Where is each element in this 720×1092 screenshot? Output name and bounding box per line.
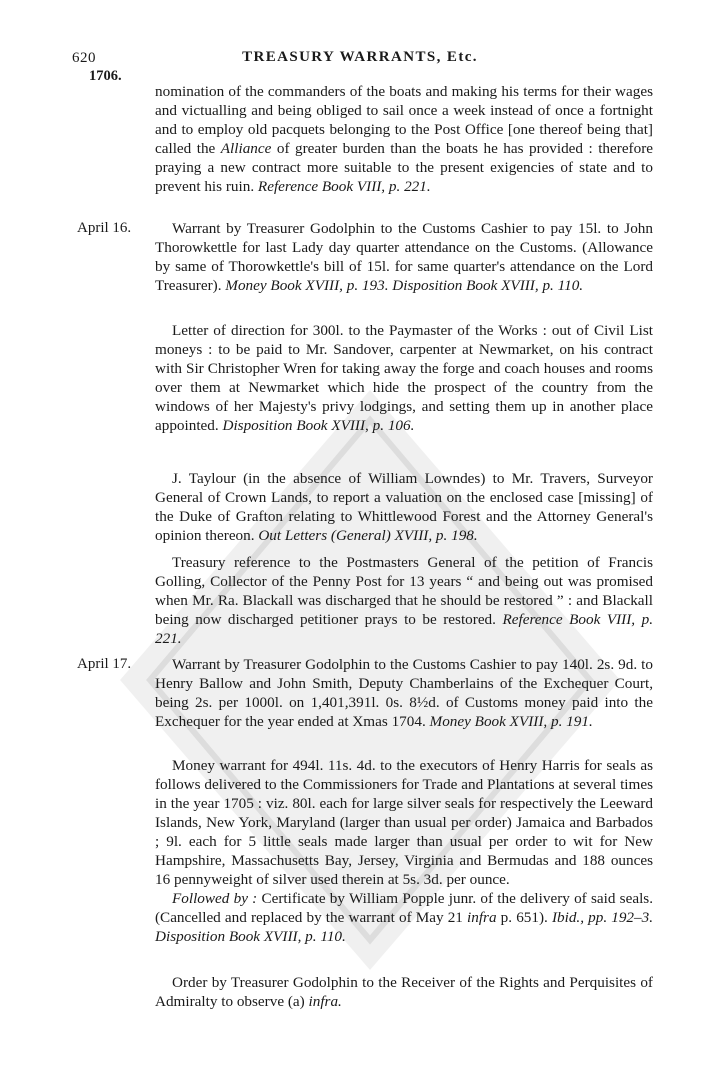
entry-letter-of-direction	[155, 321, 653, 435]
entry-text: nomination of the commanders of the boats and making his terms for their wages and victualling and being obliged to sail once a week instead of once a fortnight and to employ old pacquets belonging to the Post Office [one thereof being that] called the Alliance of greater burden than the boats he has provided : therefore praying a new contract more suitable to the present exigencies of state and to prevent his ruin. Reference Book VIII, p. 221.	[155, 83, 654, 195]
entry-text: Money warrant for 494l. 11s. 4d. to the executors of Henry Harris for seals as follows delivered to the Commissioners for Trade and Plantations at several times in the year 1705 : viz. 80l. each for large silver seals for respectively the Leeward Islands, New York, Maryland (larger than usual per order) Jamaica and Barbados ; 9l. each for 5 little seals made larger than usual per order to wit for New Hampshire, Massachusetts Bay, Jersey, Virginia and Bermudas and 188 ounces 16 pennyweight of silver used therein at 5s. 3d. per ounce.	[155, 757, 653, 888]
date-april-16: April 16.	[77, 220, 132, 236]
entry-text: Letter of direction for 300l. to the Paymaster of the Works : out of Civil List moneys : to be paid to Mr. Sandover, carpenter at Newmarket, on his contract with Sir Christopher Wren for taking away the forge and coach houses and rooms over them at Newmarket which hide the prospect of the country from the windows of her Majesty's privy lodgings, and setting them up in another place appointed. Disposition Book XVIII, p. 106.	[155, 322, 653, 434]
entry-text: Treasury reference to the Postmasters General of the petition of Francis Golling, Collector of the Penny Post for 13 years “ and being out was promised when Mr. Ra. Blackall was discharged that he should be restored ” : and Blackall being now discharged petitioner prays to be restored. Reference Book VIII, p. 221.	[155, 554, 653, 647]
entry-taylour-letter	[155, 469, 653, 545]
entry-text: J. Taylour (in the absence of William Lowndes) to Mr. Travers, Surveyor General of Crown Lands, to report a valuation on the enclosed case [missing] of the Duke of Grafton relating to Whittlewood Forest and the Attorney General's opinion thereon. Out Letters (General) XVIII, p. 198.	[155, 470, 653, 544]
entry-text: Order by Treasurer Godolphin to the Receiver of the Rights and Perquisites of Admiralty to observe (a) infra.	[155, 974, 653, 1010]
entry-seals-warrant	[155, 756, 653, 946]
entry-admiralty-order	[155, 973, 653, 1011]
entry-followup: Followed by : Certificate by William Popple junr. of the delivery of said seals. (Cancelled and replaced by the warrant of May 21 infra p. 651). Ibid., pp. 192–3. Disposition Book XVIII, p. 110.	[155, 890, 654, 945]
entry-customs-warrant	[155, 219, 653, 295]
running-title: TREASURY WARRANTS, Etc.	[242, 49, 478, 65]
entry-treasury-reference	[155, 553, 653, 648]
year-marker: 1706.	[89, 68, 122, 84]
page-number: 620	[72, 50, 96, 66]
entry-continuation	[155, 82, 653, 196]
date-april-17: April 17.	[77, 656, 132, 672]
entry-chamberlains-warrant	[155, 655, 653, 731]
entry-text: Warrant by Treasurer Godolphin to the Customs Cashier to pay 15l. to John Thorowkettle for last Lady day quarter attendance on the Customs. (Allowance by same of Thorowkettle's bill of 15l. for same quarter's attendance on the Lord Treasurer). Money Book XVIII, p. 193. Disposition Book XVIII, p. 110.	[155, 220, 653, 294]
entry-text: Warrant by Treasurer Godolphin to the Customs Cashier to pay 140l. 2s. 9d. to Henry Ballow and John Smith, Deputy Chamberlains of the Exchequer Court, being 2s. per 1000l. on 1,401,391l. 0s. 8½d. of Customs money paid into the Exchequer for the year ended at Xmas 1704. Money Book XVIII, p. 191.	[155, 656, 653, 730]
page-header	[0, 0, 720, 90]
